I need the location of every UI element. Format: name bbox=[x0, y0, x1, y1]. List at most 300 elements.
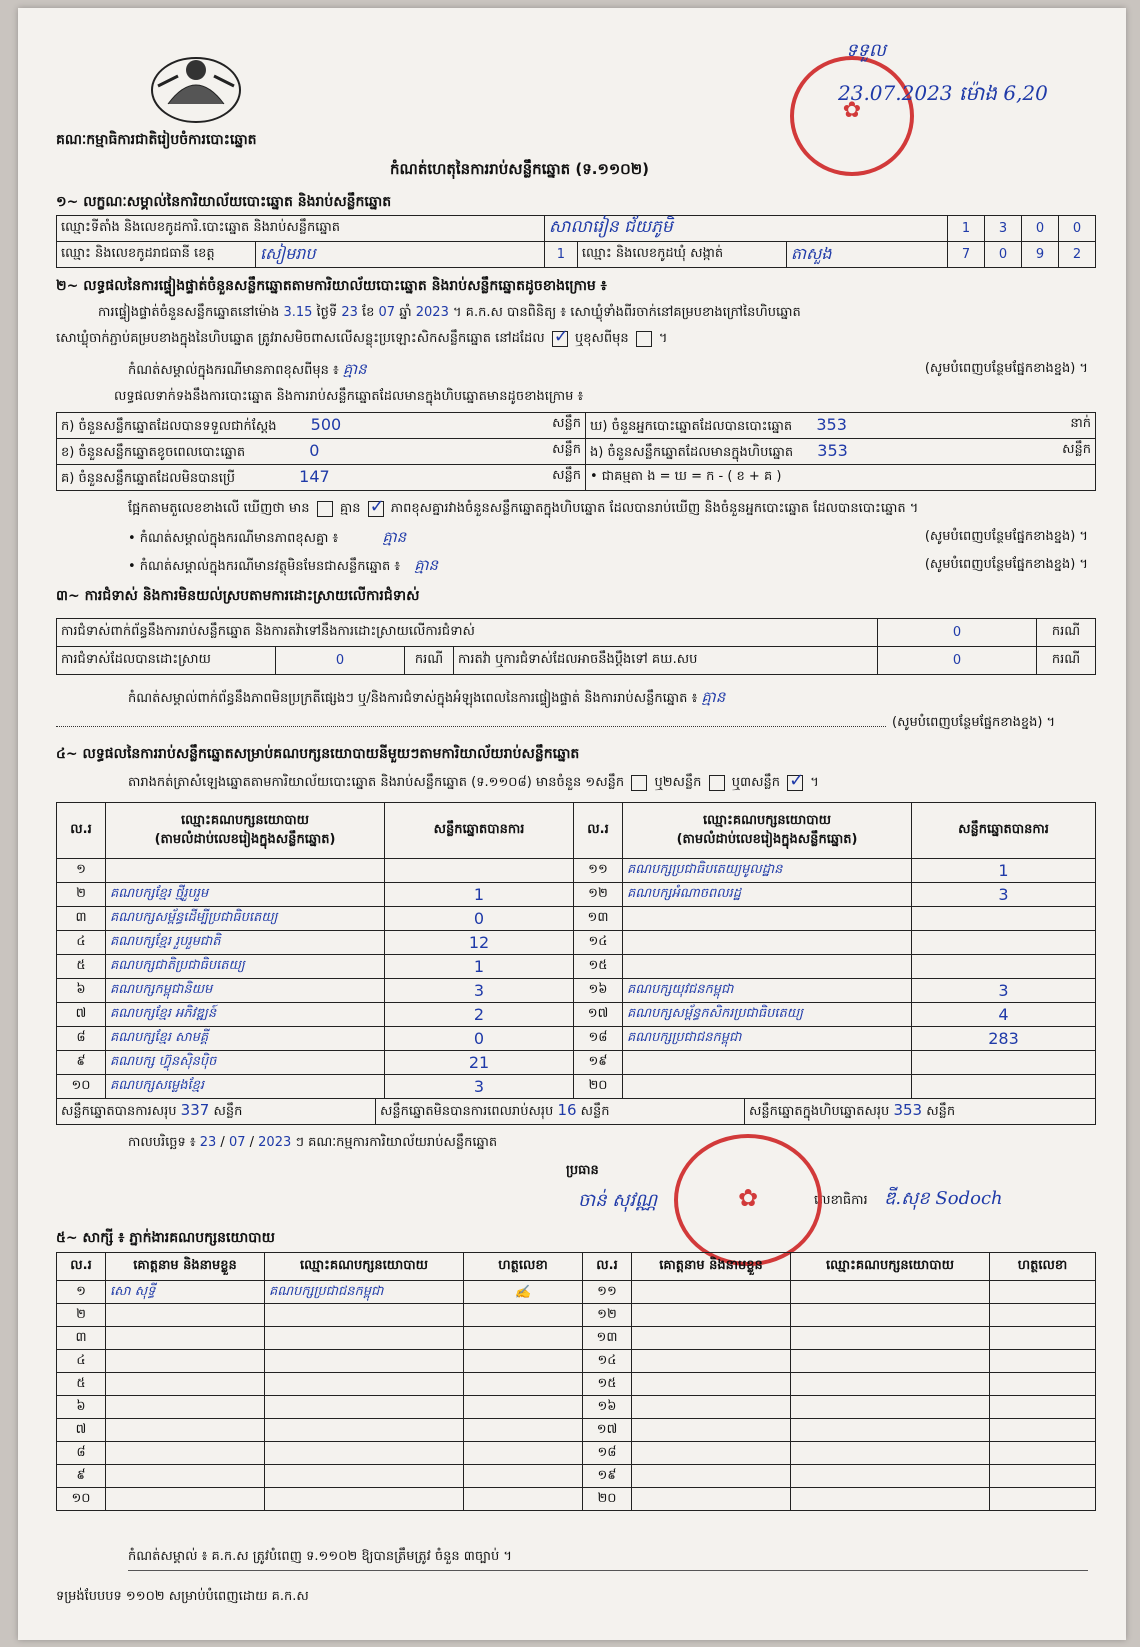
verify-year: 2023 bbox=[415, 305, 449, 320]
witness-signature bbox=[990, 1304, 1096, 1327]
diff-note-more: (សូមបំពេញបន្ថែមផ្នែកខាងខ្នង) ។ bbox=[924, 361, 1088, 376]
count-value-kh2: 0 bbox=[309, 440, 320, 460]
count-value-k3: 147 bbox=[299, 466, 330, 486]
col-votes-right: សន្លឹកឆ្នោតបានការ bbox=[912, 803, 1096, 859]
party-votes: 0 bbox=[385, 907, 574, 931]
count-unit-ng: សន្លឹក bbox=[1062, 441, 1091, 457]
row-no: ៩ bbox=[57, 1051, 106, 1075]
party-row bbox=[57, 907, 1096, 931]
party-name bbox=[623, 931, 912, 955]
witness-signature bbox=[990, 1373, 1096, 1396]
row-no: ៦ bbox=[57, 979, 106, 1003]
count-label-kh: ឃ) ចំនួនអ្នកបោះឆ្នោតដែលបានបោះឆ្នោត bbox=[590, 418, 793, 434]
party-row bbox=[57, 979, 1096, 1003]
verify-day-label: ថ្ងៃទី bbox=[316, 305, 338, 320]
row-no: ១២ bbox=[574, 883, 623, 907]
total-box-label: សន្លឹកឆ្នោតក្នុងហិបឆ្នោតសរុប bbox=[749, 1104, 890, 1119]
witness-signature bbox=[464, 1488, 583, 1511]
party-votes bbox=[385, 859, 574, 883]
witness-name bbox=[106, 1373, 265, 1396]
total-box: 353 bbox=[893, 1101, 923, 1119]
party-name: គណបក្សសម្ព័ន្ធកសិករប្រជាធិបតេយ្យ bbox=[623, 1003, 912, 1027]
verify-year-label: ឆ្នាំ bbox=[399, 305, 412, 320]
resolved-unit: ករណី bbox=[405, 647, 454, 675]
party-votes: 3 bbox=[385, 979, 574, 1003]
appeal-value: 0 bbox=[878, 647, 1037, 675]
total-valid-label: សន្លឹកឆ្នោតបានការសរុប bbox=[61, 1104, 177, 1119]
location-code-2: 3 bbox=[985, 216, 1022, 242]
form-page bbox=[18, 8, 1126, 1640]
row-no: ១៣ bbox=[583, 1327, 632, 1350]
commune-code-1: 0 bbox=[985, 242, 1022, 268]
row-no: ១៩ bbox=[583, 1465, 632, 1488]
witness-name bbox=[632, 1373, 791, 1396]
total-invalid-label: សន្លឹកឆ្នោតមិនបានការពេលរាប់សរុប bbox=[380, 1104, 554, 1119]
witness-signature bbox=[464, 1419, 583, 1442]
one-sheet-checkbox[interactable] bbox=[631, 775, 647, 791]
row-no: ៧ bbox=[57, 1419, 106, 1442]
row-no: ៣ bbox=[57, 907, 106, 931]
row-no: ៩ bbox=[57, 1465, 106, 1488]
date-month: 07 bbox=[228, 1135, 246, 1150]
witness-name bbox=[106, 1327, 265, 1350]
witness-signature bbox=[990, 1488, 1096, 1511]
witness-party bbox=[791, 1488, 990, 1511]
party-row bbox=[57, 859, 1096, 883]
ballot-count-table bbox=[56, 412, 1096, 491]
verify-text: ។ គ.ក.ស បានពិនិត្យ ៖ សោឃ្លុំទាំងពីរចាក់នៅគម្របខាងក្រៅនៃហិបឆ្នោត bbox=[452, 305, 801, 320]
objection-label: ការជំទាស់ពាក់ព័ន្ធនឹងការរាប់សន្លឹកឆ្នោត និងការតវ៉ាទៅនឹងការដោះស្រាយលើការជំទាស់ bbox=[57, 619, 878, 647]
section4-title: ៤~ លទ្ធផលនៃការរាប់សន្លឹកឆ្នោតសម្រាប់គណបក្សនយោបាយនីមួយៗតាមការិយាល័យរាប់សន្លឹកឆ្នោត bbox=[56, 746, 580, 762]
committee-logo bbox=[148, 46, 244, 126]
witness-party bbox=[265, 1327, 464, 1350]
party-votes bbox=[912, 955, 1096, 979]
count-row bbox=[57, 465, 1096, 491]
two-sheets-checkbox[interactable] bbox=[709, 775, 725, 791]
party-row bbox=[57, 931, 1096, 955]
witness-row bbox=[57, 1419, 1096, 1442]
province-value: សៀមរាប bbox=[256, 242, 545, 268]
section1-title: ១~ លក្ខណៈសម្គាល់នៃការិយាល័យបោះឆ្នោត និងរាប់សន្លឹកឆ្នោត bbox=[56, 194, 392, 210]
w-col-party-right: ឈ្មោះគណបក្សនយោបាយ bbox=[791, 1253, 990, 1281]
witness-party bbox=[791, 1373, 990, 1396]
commune-value: តាសួង bbox=[786, 242, 947, 268]
w-col-sign-right: ហត្ថលេខា bbox=[990, 1253, 1096, 1281]
witness-name bbox=[632, 1350, 791, 1373]
totals-table bbox=[56, 1098, 1096, 1125]
witness-party bbox=[791, 1304, 990, 1327]
witness-party bbox=[791, 1419, 990, 1442]
witness-name bbox=[632, 1327, 791, 1350]
witness-row bbox=[57, 1396, 1096, 1419]
party-name bbox=[623, 1051, 912, 1075]
witness-name bbox=[632, 1304, 791, 1327]
objection-value: 0 bbox=[878, 619, 1037, 647]
objection-unit: ករណី bbox=[1037, 619, 1096, 647]
w-col-party: ឈ្មោះគណបក្សនយោបាយ bbox=[265, 1253, 464, 1281]
witness-name: សោ សុទ្ធី bbox=[106, 1281, 265, 1304]
verify-month: 07 bbox=[378, 305, 396, 320]
witness-party bbox=[265, 1304, 464, 1327]
witness-row bbox=[57, 1281, 1096, 1304]
witness-name bbox=[632, 1281, 791, 1304]
party-results-table bbox=[56, 802, 1096, 1099]
bullet2-line bbox=[128, 556, 1088, 578]
count-value-kh: 353 bbox=[816, 414, 847, 434]
section1-table bbox=[56, 215, 1096, 268]
location-label: ឈ្មោះទីតាំង និងលេខកូដការិ.បោះឆ្នោត និងរាប់សន្លឹកឆ្នោត bbox=[57, 216, 545, 242]
secretary-label: លេខាធិការ bbox=[814, 1193, 868, 1208]
form-note: ទម្រង់បែបបទ ១១០២ សម្រាប់បំពេញដោយ គ.ក.ស bbox=[56, 1589, 309, 1604]
witness-row bbox=[57, 1350, 1096, 1373]
section5-title: ៥~ សាក្សី ៖ ភ្នាក់ងារគណបក្សនយោបាយ bbox=[56, 1230, 275, 1246]
irregularity-label: កំណត់សម្គាល់ពាក់ព័ន្ធនឹងភាពមិនប្រក្រតីផ្សេងៗ ឬ/និងការជំទាស់ក្នុងអំឡុងពេលនៃការផ្ទៀងផ្ទាត់ និងការរាប់សន្លឹកឆ្នោត ៖ bbox=[128, 691, 698, 706]
count-unit-k3: សន្លឹក bbox=[552, 467, 581, 483]
bullet1-line bbox=[128, 528, 1088, 550]
witness-signature bbox=[990, 1350, 1096, 1373]
party-name: គណបក្សសម្ព័ន្ធដើម្បីប្រជាធិបតេយ្យ bbox=[106, 907, 385, 931]
date-label: កាលបរិច្ឆេទ ៖ bbox=[128, 1135, 196, 1150]
appeal-label: ការតវ៉ា ឬការជំទាស់ដែលអាចនឹងប្តឹងទៅ គឃ.សប bbox=[454, 647, 878, 675]
witness-signature bbox=[990, 1327, 1096, 1350]
witness-party bbox=[265, 1350, 464, 1373]
witness-name bbox=[106, 1488, 265, 1511]
party-votes: 12 bbox=[385, 931, 574, 955]
or-different-label: ឬខុសពីមុន bbox=[574, 331, 629, 346]
row-no: ១៥ bbox=[583, 1373, 632, 1396]
total-invalid-unit: សន្លឹក bbox=[580, 1104, 610, 1119]
party-row bbox=[57, 883, 1096, 907]
party-name: គណបក្សសម្លេងខ្មែរ bbox=[106, 1075, 385, 1099]
location-value: សាលារៀន ជ័យភូមិ bbox=[544, 216, 947, 242]
party-votes bbox=[912, 931, 1096, 955]
total-box-unit: សន្លឹក bbox=[926, 1104, 956, 1119]
date-year: 2023 bbox=[258, 1135, 292, 1150]
irregularity-value: គ្មាន bbox=[701, 688, 726, 706]
w-col-sign: ហត្ថលេខា bbox=[464, 1253, 583, 1281]
witness-signature bbox=[464, 1304, 583, 1327]
party-name bbox=[623, 1075, 912, 1099]
appeal-unit: ករណី bbox=[1037, 647, 1096, 675]
row-no: ៥ bbox=[57, 955, 106, 979]
col-no: ល.រ bbox=[57, 803, 106, 859]
diff-note-line bbox=[128, 360, 1088, 382]
witness-name bbox=[106, 1419, 265, 1442]
witness-signature bbox=[464, 1327, 583, 1350]
row-no: ១៦ bbox=[574, 979, 623, 1003]
witness-signature bbox=[464, 1442, 583, 1465]
row-no: ១៨ bbox=[583, 1442, 632, 1465]
date-day: 23 bbox=[199, 1135, 217, 1150]
party-name: គណបក្សយុវជនកម្ពុជា bbox=[623, 979, 912, 1003]
party-name: គណបក្សជាតិប្រជាធិបតេយ្យ bbox=[106, 955, 385, 979]
witness-signature bbox=[990, 1419, 1096, 1442]
witness-party bbox=[791, 1281, 990, 1304]
witness-signature bbox=[990, 1396, 1096, 1419]
diff-note-label: កំណត់សម្គាល់ក្នុងករណីមានភាពខុសពីមុន ៖ bbox=[128, 363, 339, 378]
total-invalid: 16 bbox=[557, 1101, 577, 1119]
row-no: ១៧ bbox=[583, 1419, 632, 1442]
witness-name bbox=[632, 1396, 791, 1419]
official-stamp-bottom: ✿ bbox=[674, 1134, 822, 1266]
col-party-title: ឈ្មោះគណបក្សនយោបាយ bbox=[181, 812, 309, 828]
col-party-sub: (តាមលំដាប់លេខរៀងក្នុងសន្លឹកឆ្នោត) bbox=[154, 831, 336, 847]
commune-label: ឈ្មោះ និងលេខកូដឃុំ សង្កាត់ bbox=[577, 242, 786, 268]
bullet2-more: (សូមបំពេញបន្ថែមផ្នែកខាងខ្នង) ។ bbox=[924, 557, 1088, 572]
witness-party bbox=[265, 1373, 464, 1396]
verify-time: 3.15 bbox=[283, 305, 313, 320]
witness-party bbox=[265, 1419, 464, 1442]
compare-none-label: គ្មាន bbox=[339, 501, 361, 516]
witness-name bbox=[106, 1465, 265, 1488]
province-code-1: 1 bbox=[544, 242, 577, 268]
row-no: ៣ bbox=[57, 1327, 106, 1350]
sign-committee: ៗ គណៈកម្មការការិយាល័យរាប់សន្លឹកឆ្នោត bbox=[295, 1135, 498, 1150]
resolved-value: 0 bbox=[276, 647, 405, 675]
location-code-3: 0 bbox=[1022, 216, 1059, 242]
total-valid: 337 bbox=[180, 1101, 210, 1119]
col-party-right-sub: (តាមលំដាប់លេខរៀងក្នុងសន្លឹកឆ្នោត) bbox=[676, 831, 858, 847]
two-sheets-label: ឬ២សន្លឹក bbox=[654, 775, 702, 790]
witness-signature bbox=[990, 1442, 1096, 1465]
province-code-2: 7 bbox=[948, 242, 985, 268]
w-col-no-right: ល.រ bbox=[583, 1253, 632, 1281]
party-votes: 3 bbox=[385, 1075, 574, 1099]
witness-signature bbox=[464, 1373, 583, 1396]
results-intro: លទ្ធផលទាក់ទងនឹងការបោះឆ្នោត និងការរាប់សន្លឹកឆ្នោតដែលមានក្នុងហិបឆ្នោតមានដូចខាងក្រោម ៖ bbox=[114, 389, 584, 404]
witness-name bbox=[106, 1304, 265, 1327]
witness-party bbox=[265, 1488, 464, 1511]
row-no: ៦ bbox=[57, 1396, 106, 1419]
party-row bbox=[57, 1075, 1096, 1099]
party-votes bbox=[912, 1075, 1096, 1099]
footer-rule bbox=[128, 1570, 1088, 1571]
formula-note: • ជាគម្មតា ង = ឃ = ក - ( ខ + គ ) bbox=[586, 465, 1096, 491]
count-label-k: ក) ចំនួនសន្លឹកឆ្នោតដែលបានទទួលជាក់ស្តែង bbox=[61, 418, 277, 434]
commune-code-3: 2 bbox=[1059, 242, 1096, 268]
three-sheets-checkbox[interactable] bbox=[787, 775, 803, 791]
row-no: ២០ bbox=[574, 1075, 623, 1099]
witness-party bbox=[265, 1396, 464, 1419]
received-note: ទទួល bbox=[846, 40, 886, 61]
row-no: ១ bbox=[57, 1281, 106, 1304]
row-no: ១៣ bbox=[574, 907, 623, 931]
col-party-right-title: ឈ្មោះគណបក្សនយោបាយ bbox=[703, 812, 831, 828]
witness-party bbox=[791, 1396, 990, 1419]
witness-row bbox=[57, 1373, 1096, 1396]
row-no: ២ bbox=[57, 883, 106, 907]
count-value-k: 500 bbox=[310, 414, 342, 434]
party-row bbox=[57, 955, 1096, 979]
chair-label: ប្រធាន bbox=[566, 1163, 599, 1178]
commune-code-2: 9 bbox=[1022, 242, 1059, 268]
bullet2-value: គ្មាន bbox=[414, 556, 439, 574]
received-date: 23.07.2023 ម៉ោង 6,20 bbox=[838, 81, 1048, 105]
witness-row bbox=[57, 1488, 1096, 1511]
same-checkbox[interactable] bbox=[552, 331, 568, 347]
witness-name bbox=[106, 1350, 265, 1373]
party-name: គណបក្សប្រជាធិបតេយ្យមូលដ្ឋាន bbox=[623, 859, 912, 883]
count-unit-k: សន្លឹក bbox=[552, 415, 581, 431]
party-name: គណបក្សកម្ពុជានិយម bbox=[106, 979, 385, 1003]
party-name: គណបក្សខ្មែរ សាមគ្គី bbox=[106, 1027, 385, 1051]
party-name bbox=[623, 955, 912, 979]
party-votes: 1 bbox=[385, 883, 574, 907]
location-code-1: 1 bbox=[948, 216, 985, 242]
witness-signature bbox=[464, 1396, 583, 1419]
witness-name bbox=[632, 1419, 791, 1442]
province-label: ឈ្មោះ និងលេខកូដរាជធានី ខេត្ត bbox=[57, 242, 256, 268]
row-no: ១៨ bbox=[574, 1027, 623, 1051]
party-votes: 1 bbox=[385, 955, 574, 979]
party-votes: 0 bbox=[385, 1027, 574, 1051]
party-name bbox=[623, 907, 912, 931]
seal-text: សោឃ្លុំចាក់ភ្ជាប់គម្របខាងក្នុងនៃហិបឆ្នោត ត្រូវរាសមិចពាសលើសន្លុះប្រឡោះសិកសន្លឹកឆ្នោត នៅដដែល bbox=[56, 331, 545, 346]
resolved-label: ការជំទាស់ដែលបានដោះស្រាយ bbox=[57, 647, 276, 675]
verify-line bbox=[98, 304, 801, 323]
count-label-ng: ង) ចំនួនសន្លឹកឆ្នោតដែលមានក្នុងហិបឆ្នោត bbox=[590, 444, 794, 460]
objection-table bbox=[56, 618, 1096, 675]
witness-name bbox=[632, 1465, 791, 1488]
party-name: គណបក្សខ្មែរ ថ្មីរួបរួម bbox=[106, 883, 385, 907]
row-no: ១៤ bbox=[583, 1350, 632, 1373]
bullet1-label: • កំណត់សម្គាល់ក្នុងករណីមានភាពខុសគ្នា ៖ bbox=[128, 531, 339, 546]
witness-signature bbox=[990, 1281, 1096, 1304]
row-no: ១០ bbox=[57, 1075, 106, 1099]
verify-day: 23 bbox=[341, 305, 358, 320]
row-no: ៨ bbox=[57, 1027, 106, 1051]
no-difference-checkbox[interactable] bbox=[368, 501, 384, 517]
party-votes: 3 bbox=[912, 883, 1096, 907]
witness-row bbox=[57, 1327, 1096, 1350]
witness-name bbox=[632, 1442, 791, 1465]
row-no: ១០ bbox=[57, 1488, 106, 1511]
row-no: ២០ bbox=[583, 1488, 632, 1511]
bullet1-value: គ្មាន bbox=[382, 528, 407, 546]
sheet-count-intro: តារាងកត់ត្រាសំឡេងឆ្នោតតាមការិយាល័យបោះឆ្នោត និងរាប់សន្លឹកឆ្នោត (ទ.១១០៨) មានចំនួន ១សន្លឹក bbox=[128, 775, 625, 790]
sheet-count-line: តារាងកត់ត្រាសំឡេងឆ្នោតតាមការិយាល័យបោះឆ្នោត និងរាប់សន្លឹកឆ្នោត (ទ.១១០៨) មានចំនួន ១សន្លឹក ឬ២សន្លឹក ឬ៣សន្លឹក ✓ ។ bbox=[128, 774, 819, 793]
bullet2-label: • កំណត់សម្គាល់ក្នុងករណីមានវត្ថុមិនមែនជាសន្លឹកឆ្នោត ៖ bbox=[128, 559, 401, 574]
witness-party bbox=[791, 1442, 990, 1465]
footnote: កំណត់សម្គាល់ ៖ គ.ក.ស ត្រូវបំពេញ ទ.១១០២ ឱ្យបានត្រឹមត្រូវ ចំនួន ៣ច្បាប់ ។ bbox=[128, 1549, 512, 1564]
witness-signature bbox=[464, 1465, 583, 1488]
row-no: ១៤ bbox=[574, 931, 623, 955]
row-no: ១ bbox=[57, 859, 106, 883]
witness-signature: ✍ bbox=[464, 1281, 583, 1304]
witness-row bbox=[57, 1442, 1096, 1465]
bullet1-more: (សូមបំពេញបន្ថែមផ្នែកខាងខ្នង) ។ bbox=[924, 529, 1088, 544]
witness-party bbox=[791, 1327, 990, 1350]
count-row bbox=[57, 413, 1096, 439]
chair-signature: ចាន់ សុវណ្ណ bbox=[578, 1190, 658, 1211]
row-no: ១១ bbox=[583, 1281, 632, 1304]
party-name: គណបក្សខ្មែរ អភិវឌ្ឍន៍ bbox=[106, 1003, 385, 1027]
section3-title: ៣~ ការជំទាស់ និងការមិនយល់ស្របតាមការដោះស្រាយលើការជំទាស់ bbox=[56, 588, 420, 604]
row-no: ២ bbox=[57, 1304, 106, 1327]
row-no: ១៩ bbox=[574, 1051, 623, 1075]
party-row bbox=[57, 1003, 1096, 1027]
dotted-line bbox=[56, 726, 886, 727]
row-no: ១៧ bbox=[574, 1003, 623, 1027]
party-votes: 2 bbox=[385, 1003, 574, 1027]
compare-line bbox=[128, 500, 918, 519]
witness-party bbox=[265, 1442, 464, 1465]
row-no: ១៦ bbox=[583, 1396, 632, 1419]
witness-name bbox=[106, 1396, 265, 1419]
section2-title: ២~ លទ្ធផលនៃការផ្ទៀងផ្ទាត់ចំនួនសន្លឹកឆ្នោតតាមការិយាល័យបោះឆ្នោត និងរាប់សន្លឹកឆ្នោតដូចខាងក្រោម ៖ bbox=[56, 278, 607, 294]
col-party bbox=[106, 803, 385, 859]
witness-party bbox=[791, 1350, 990, 1373]
party-votes: 1 bbox=[912, 859, 1096, 883]
party-votes: 21 bbox=[385, 1051, 574, 1075]
seal-line: សោឃ្លុំចាក់ភ្ជាប់គម្របខាងក្នុងនៃហិបឆ្នោត ត្រូវរាសមិចពាសលើសន្លុះប្រឡោះសិកសន្លឹកឆ្នោត នៅដដែល ✓ ឬខុសពីមុន ។ bbox=[56, 330, 667, 349]
date-line: កាលបរិច្ឆេទ ៖ 23 / 07 / 2023 ៗ គណៈកម្មការការិយាល័យរាប់សន្លឹកឆ្នោត bbox=[128, 1135, 498, 1150]
witness-name bbox=[632, 1488, 791, 1511]
verify-month-label: ខែ bbox=[362, 305, 375, 320]
row-no: ៤ bbox=[57, 931, 106, 955]
party-votes bbox=[912, 907, 1096, 931]
irregularity-more: (សូមបំពេញបន្ថែមផ្នែកខាងខ្នង) ។ bbox=[892, 715, 1056, 730]
official-stamp-top: ✿ bbox=[790, 56, 914, 176]
party-row bbox=[57, 1027, 1096, 1051]
total-valid-unit: សន្លឹក bbox=[213, 1104, 243, 1119]
party-votes: 3 bbox=[912, 979, 1096, 1003]
witness-party: គណបក្សប្រជាជនកម្ពុជា bbox=[265, 1281, 464, 1304]
verify-time-label: ការផ្ទៀងផ្ទាត់ចំនួនសន្លឹកឆ្នោតនៅម៉ោង bbox=[98, 305, 280, 320]
row-no: ៥ bbox=[57, 1373, 106, 1396]
compare-text: ផ្អែកតាមតួលេខខាងលើ ឃើញថា មាន bbox=[128, 501, 310, 516]
w-col-no: ល.រ bbox=[57, 1253, 106, 1281]
col-party-right bbox=[623, 803, 912, 859]
party-votes bbox=[912, 1051, 1096, 1075]
diff-note-value: គ្មាន bbox=[342, 360, 367, 378]
count-value-ng: 353 bbox=[817, 440, 848, 460]
different-checkbox[interactable] bbox=[636, 331, 652, 347]
count-row bbox=[57, 439, 1096, 465]
witness-table bbox=[56, 1252, 1096, 1511]
row-no: ៧ bbox=[57, 1003, 106, 1027]
has-difference-checkbox[interactable] bbox=[317, 501, 333, 517]
w-col-name: គោត្តនាម និងនាមខ្លួន bbox=[106, 1253, 265, 1281]
form-title: កំណត់ហេតុនៃការរាប់សន្លឹកឆ្នោត (ទ.១១០២) bbox=[390, 160, 650, 178]
party-votes: 4 bbox=[912, 1003, 1096, 1027]
row-no: ៨ bbox=[57, 1442, 106, 1465]
w-col-name-right: គោត្តនាម និងនាមខ្លួន bbox=[632, 1253, 791, 1281]
witness-row bbox=[57, 1465, 1096, 1488]
witness-party bbox=[265, 1465, 464, 1488]
party-name: គណបក្សប្រជាជនកម្ពុជា bbox=[623, 1027, 912, 1051]
location-code-4: 0 bbox=[1059, 216, 1096, 242]
count-label-kh2: ខ) ចំនួនសន្លឹកឆ្នោតខូចពេលបោះឆ្នោត bbox=[61, 444, 246, 460]
witness-row bbox=[57, 1304, 1096, 1327]
secretary-signature: ឌី.សុខ Sodoch bbox=[884, 1188, 1003, 1209]
count-unit-kh: នាក់ bbox=[1070, 415, 1091, 431]
row-no: ១២ bbox=[583, 1304, 632, 1327]
witness-name bbox=[106, 1442, 265, 1465]
party-name: គណបក្សអំណាចពលរដ្ឋ bbox=[623, 883, 912, 907]
party-votes: 283 bbox=[912, 1027, 1096, 1051]
col-votes: សន្លឹកឆ្នោតបានការ bbox=[385, 803, 574, 859]
row-no: ១១ bbox=[574, 859, 623, 883]
col-no-right: ល.រ bbox=[574, 803, 623, 859]
three-sheets-label: ឬ៣សន្លឹក bbox=[731, 775, 780, 790]
count-unit-kh2: សន្លឹក bbox=[552, 441, 581, 457]
row-no: ៤ bbox=[57, 1350, 106, 1373]
row-no: ១៥ bbox=[574, 955, 623, 979]
party-name bbox=[106, 859, 385, 883]
party-row bbox=[57, 1051, 1096, 1075]
witness-party bbox=[791, 1465, 990, 1488]
